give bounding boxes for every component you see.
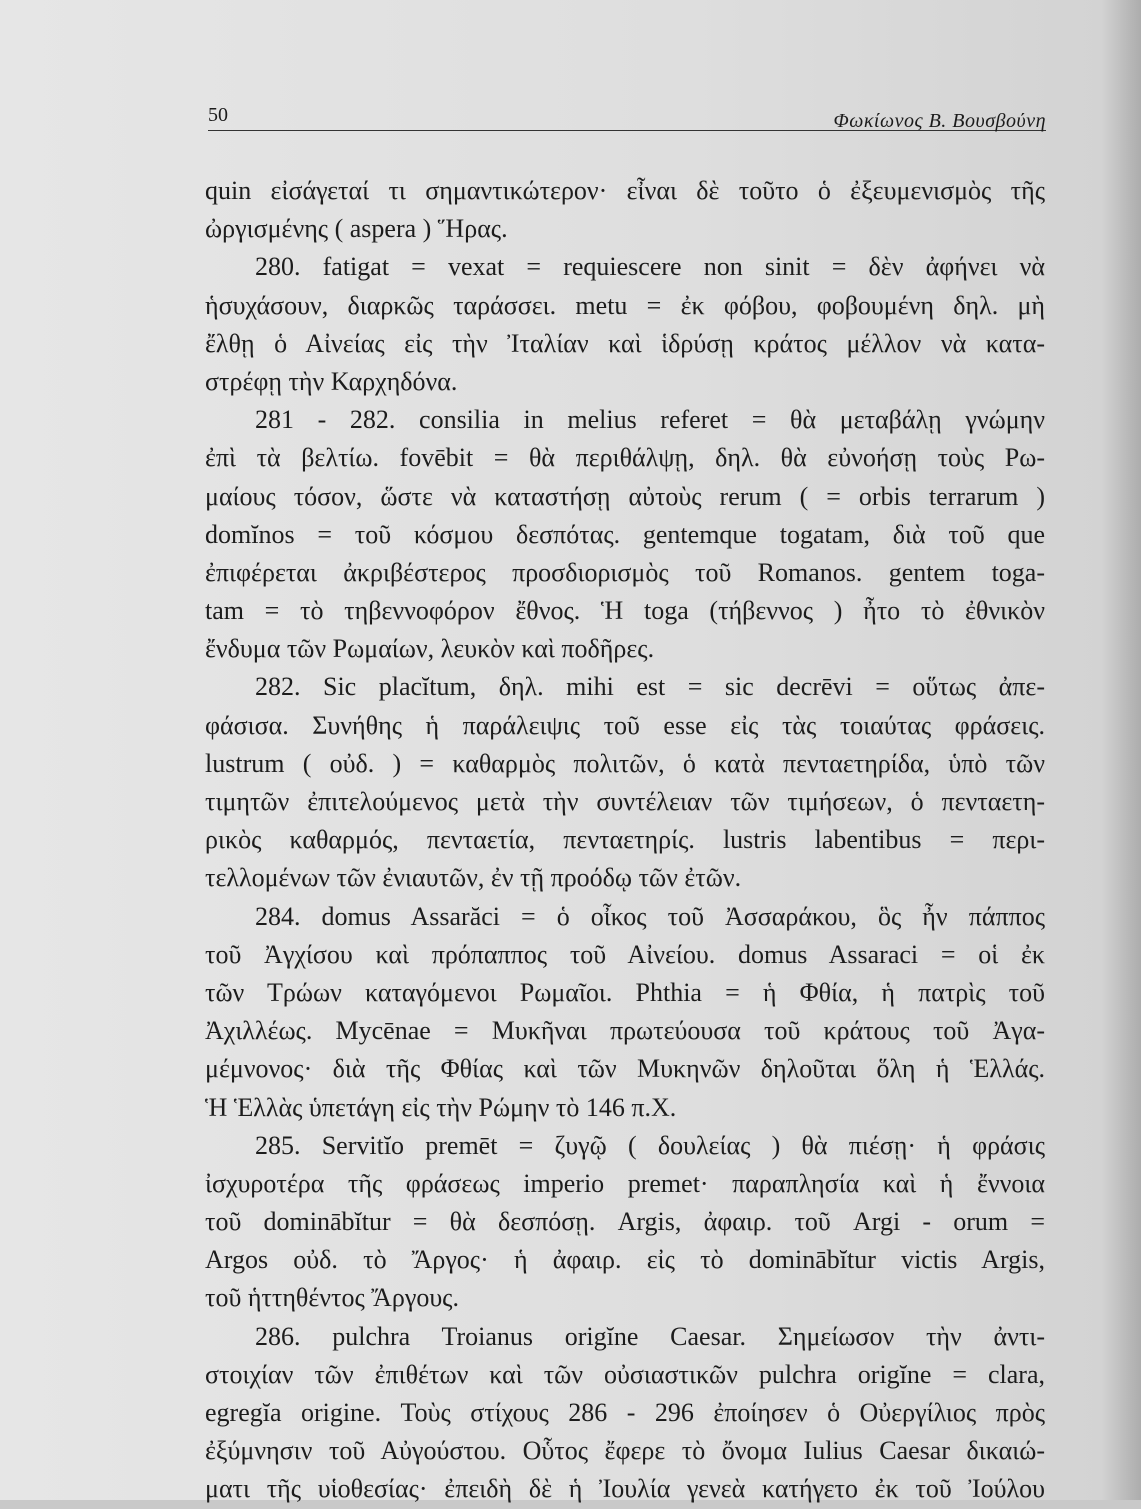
text-line: μέμνονος· διὰ τῆς Φθίας καὶ τῶν Μυκηνῶν δηλοῦται ὅλη ἡ Ἑλλάς. xyxy=(205,1054,1045,1084)
text-line: tam = τὸ τηβεννοφόρον ἔθνος. Ἡ toga (τήβεννος ) ἦτο τὸ ἐθνικὸν xyxy=(205,596,1045,626)
text-line: ματι τῆς υἱοθεσίας· ἐπειδὴ δὲ ἡ Ἰουλία γενεὰ κατήγετο ἐκ τοῦ Ἰούλου xyxy=(205,1474,1045,1504)
text-line: φάσισα. Συνήθης ἡ παράλειψις τοῦ esse εἰς τὰς τοιαύτας φράσεις. xyxy=(205,710,1045,740)
text-line: quin εἰσάγεταί τι σημαντικώτερον· εἶναι δὲ τοῦτο ὁ ἐξευμενισμὸς τῆς xyxy=(205,176,1045,205)
page-header xyxy=(208,96,1046,131)
running-head: Φωκίωνος Β. Βουσβούνη xyxy=(833,110,1046,132)
text-line: lustrum ( οὐδ. ) = καθαρμὸς πολιτῶν, ὁ κατὰ πενταετηρίδα, ὑπὸ τῶν xyxy=(205,748,1045,778)
text-line: Argos οὐδ. τὸ Ἄργος· ἡ ἀφαιρ. εἰς τὸ dominābĭtur victis Argis, xyxy=(205,1245,1045,1275)
text-line: ἐπὶ τὰ βελτίω. fovēbit = θὰ περιθάλψῃ, δηλ. θὰ εὐνοήσῃ τοὺς Ρω- xyxy=(205,443,1045,473)
text-line: egregĭa origine. Τοὺς στίχους 286 - 296 ἐποίησεν ὁ Οὐεργίλιος πρὸς xyxy=(205,1398,1045,1427)
text-line: τῶν Τρώων καταγόμενοι Ρωμαῖοι. Phthia = ἡ Φθία, ἡ πατρὶς τοῦ xyxy=(205,977,1045,1007)
text-line: τελλομένων τῶν ἐνιαυτῶν, ἐν τῇ προόδῳ τῶν ἐτῶν. xyxy=(205,863,742,893)
text-line: 285. Servitĭo premēt = ζυγῷ ( δουλείας ) θὰ πιέσῃ· ἡ φράσις xyxy=(255,1130,1045,1160)
text-line: 286. pulchra Troianus origĭne Caesar. Σημείωσον τὴν ἀντι- xyxy=(255,1321,1045,1351)
text-line: μαίους τόσον, ὥστε νὰ καταστήσῃ αὐτοὺς rerum ( = orbis terrarum ) xyxy=(205,481,1045,511)
text-line: ἔνδυμα τῶν Ρωμαίων, λευκὸν καὶ ποδῆρες. xyxy=(205,634,655,664)
page-number: 50 xyxy=(208,104,228,126)
text-line: ἐπιφέρεται ἀκριβέστερος προσδιορισμὸς τοῦ Romanos. gentem toga- xyxy=(205,557,1045,587)
text-line: 284. domus Assarăci = ὁ οἶκος τοῦ Ἀσσαράκου, ὃς ἦν πάππος xyxy=(255,901,1045,931)
text-line: 280. fatigat = vexat = requiescere non sinit = δὲν ἀφήνει νὰ xyxy=(255,252,1045,282)
text-line: Ἀχιλλέως. Mycēnae = Μυκῆναι πρωτεύουσα τοῦ κράτους τοῦ Ἀγα- xyxy=(205,1016,1045,1046)
text-line: τοῦ Ἀγχίσου καὶ πρόπαππος τοῦ Αἰνείου. domus Assaraci = οἱ ἐκ xyxy=(205,939,1045,969)
text-line: τοῦ dominābĭtur = θὰ δεσπόσῃ. Argis, ἀφαιρ. τοῦ Argi - orum = xyxy=(205,1207,1045,1237)
text-line: domĭnos = τοῦ κόσμου δεσπότας. gentemque togatam, διὰ τοῦ que xyxy=(205,519,1045,549)
text-line: ἔλθῃ ὁ Αἰνείας εἰς τὴν Ἰταλίαν καὶ ἱδρύσῃ κράτος μέλλον νὰ κατα- xyxy=(205,328,1045,358)
text-line: τιμητῶν ἐπιτελούμενος μετὰ τὴν συντέλειαν τῶν τιμήσεων, ὁ πενταετη- xyxy=(205,787,1045,816)
text-line: 281 - 282. consilia in melius referet = θὰ μεταβάλῃ γνώμην xyxy=(255,405,1045,435)
text-line: στρέφῃ τὴν Καρχηδόνα. xyxy=(205,366,458,396)
text-line: ἐξύμνησιν τοῦ Αὐγούστου. Οὗτος ἔφερε τὸ ὄνομα Iulius Caesar δικαιώ- xyxy=(205,1436,1045,1466)
text-line: στοιχίαν τῶν ἐπιθέτων καὶ τῶν οὐσιαστικῶν pulchra origĭne = clara, xyxy=(205,1359,1045,1389)
text-line: ἡσυχάσουν, διαρκῶς ταράσσει. metu = ἐκ φόβου, φοβουμένη δηλ. μὴ xyxy=(205,290,1045,320)
text-line: ἰσχυροτέρα τῆς φράσεως imperio premet· παραπλησία καὶ ἡ ἔννοια xyxy=(205,1168,1045,1198)
page-edge-shadow xyxy=(1101,0,1141,1500)
text-line: 282. Sic placĭtum, δηλ. mihi est = sic decrēvi = οὕτως ἀπε- xyxy=(255,672,1045,702)
body-text xyxy=(205,172,1045,1509)
text-line: ρικὸς καθαρμός, πενταετία, πενταετηρίς. lustris labentibus = περι- xyxy=(205,825,1045,855)
text-line: τοῦ ἡττηθέντος Ἄργους. xyxy=(205,1283,459,1313)
text-line: Ἡ Ἑλλὰς ὑπετάγη εἰς τὴν Ρώμην τὸ 146 π.Χ. xyxy=(205,1092,677,1122)
text-line: ὠργισμένης ( aspera ) Ἥρας. xyxy=(205,214,508,244)
